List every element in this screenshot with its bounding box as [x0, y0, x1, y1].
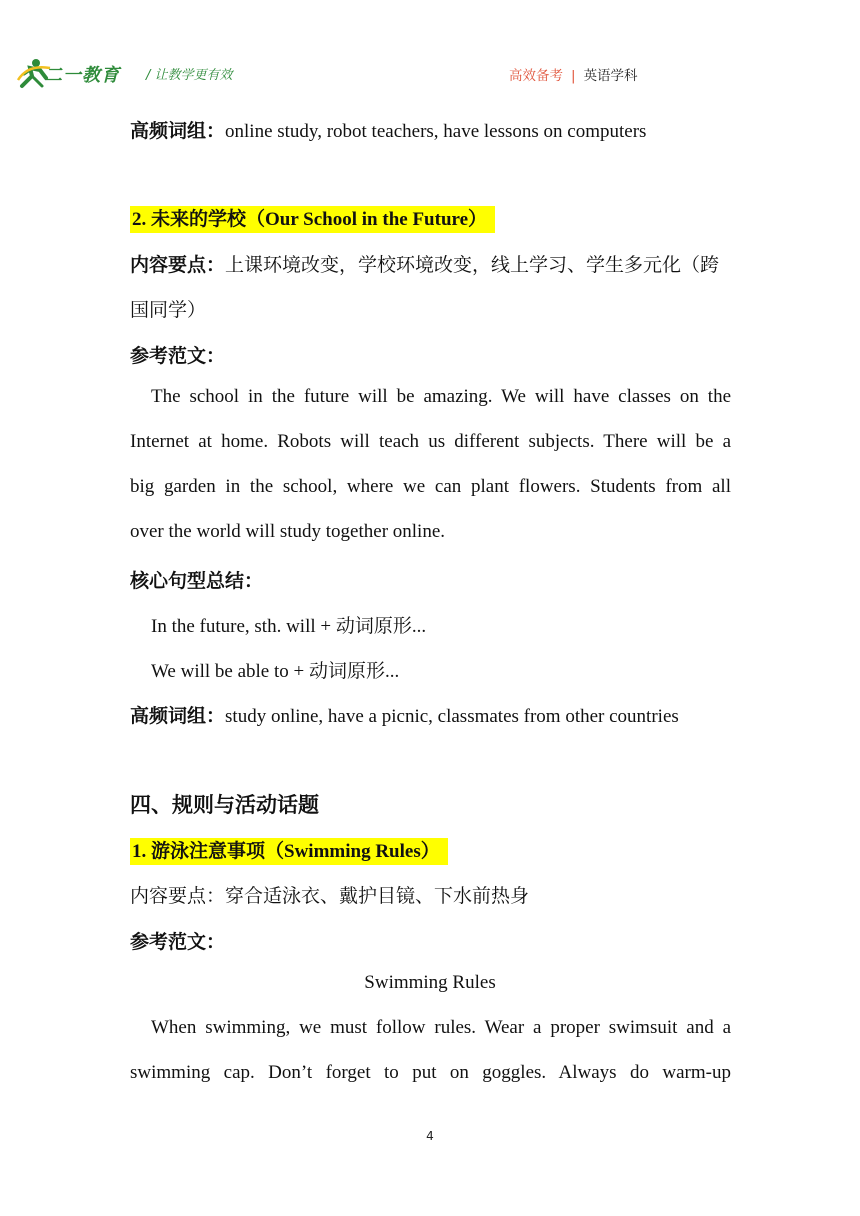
section-4-1-title [130, 836, 448, 863]
part-heading: 四、规则与活动话题 [130, 793, 319, 817]
paragraph-line: When swimming, we must follow rules. Wear a proper swimsuit and a [151, 1017, 731, 1038]
subject-label: 英语学科 [583, 68, 638, 84]
vocab-text: study online, have a picnic, classmates from other countries [225, 706, 679, 727]
vocab-text: online study, robot teachers, have lessons on computers [225, 121, 647, 142]
vocab-label: 高频词组： [130, 705, 226, 727]
points-label: 内容要点： [130, 254, 226, 276]
essay-title: Swimming Rules [364, 972, 496, 993]
content-points-line: 内容要点：穿合适泳衣、戴护目镜、下水前热身 [130, 885, 530, 907]
exam-label: 高效备考 [509, 68, 563, 84]
paragraph-line: The school in the future will be amazing. We will have classes on the [151, 386, 731, 407]
header-separator: | [571, 68, 576, 84]
content-points-line [130, 250, 719, 277]
paragraph-line: swimming cap. Don’t forget to put on goggles. Always do warm-up [130, 1062, 731, 1083]
content-points-line-2: 国同学） [130, 299, 207, 321]
sample-label: 参考范文： [130, 931, 226, 953]
core-sentence-2: We will be able to + 动词原形... [151, 661, 400, 682]
page-number: 4 [426, 1129, 434, 1143]
section-title-highlight: 2. 未来的学校（Our School in the Future） [130, 206, 495, 233]
section-2-title [130, 204, 495, 231]
paragraph-line: Internet at home. Robots will teach us different subjects. There will be a [130, 431, 731, 452]
logo-text: 二一教育 [44, 65, 120, 86]
paragraph-line: big garden in the school, where we can plant flowers. Students from all [130, 476, 731, 497]
vocab-label: 高频词组： [130, 120, 226, 142]
paragraph-line: over the world will study together online. [130, 521, 446, 542]
section-title-highlight: 1. 游泳注意事项（Swimming Rules） [130, 838, 448, 865]
core-sentence-label: 核心句型总结： [130, 570, 264, 592]
core-sentence-1: In the future, sth. will + 动词原形... [151, 616, 427, 637]
header-slogan: / 让教学更有效 [146, 68, 233, 83]
vocab-line-1 [130, 116, 646, 143]
header-right [509, 64, 638, 84]
points-text: 上课环境改变，学校环境改变，线上学习、学生多元化（跨 [225, 254, 720, 276]
sample-label: 参考范文： [130, 345, 226, 367]
vocab-line-2 [130, 701, 679, 728]
page-header [0, 0, 860, 100]
